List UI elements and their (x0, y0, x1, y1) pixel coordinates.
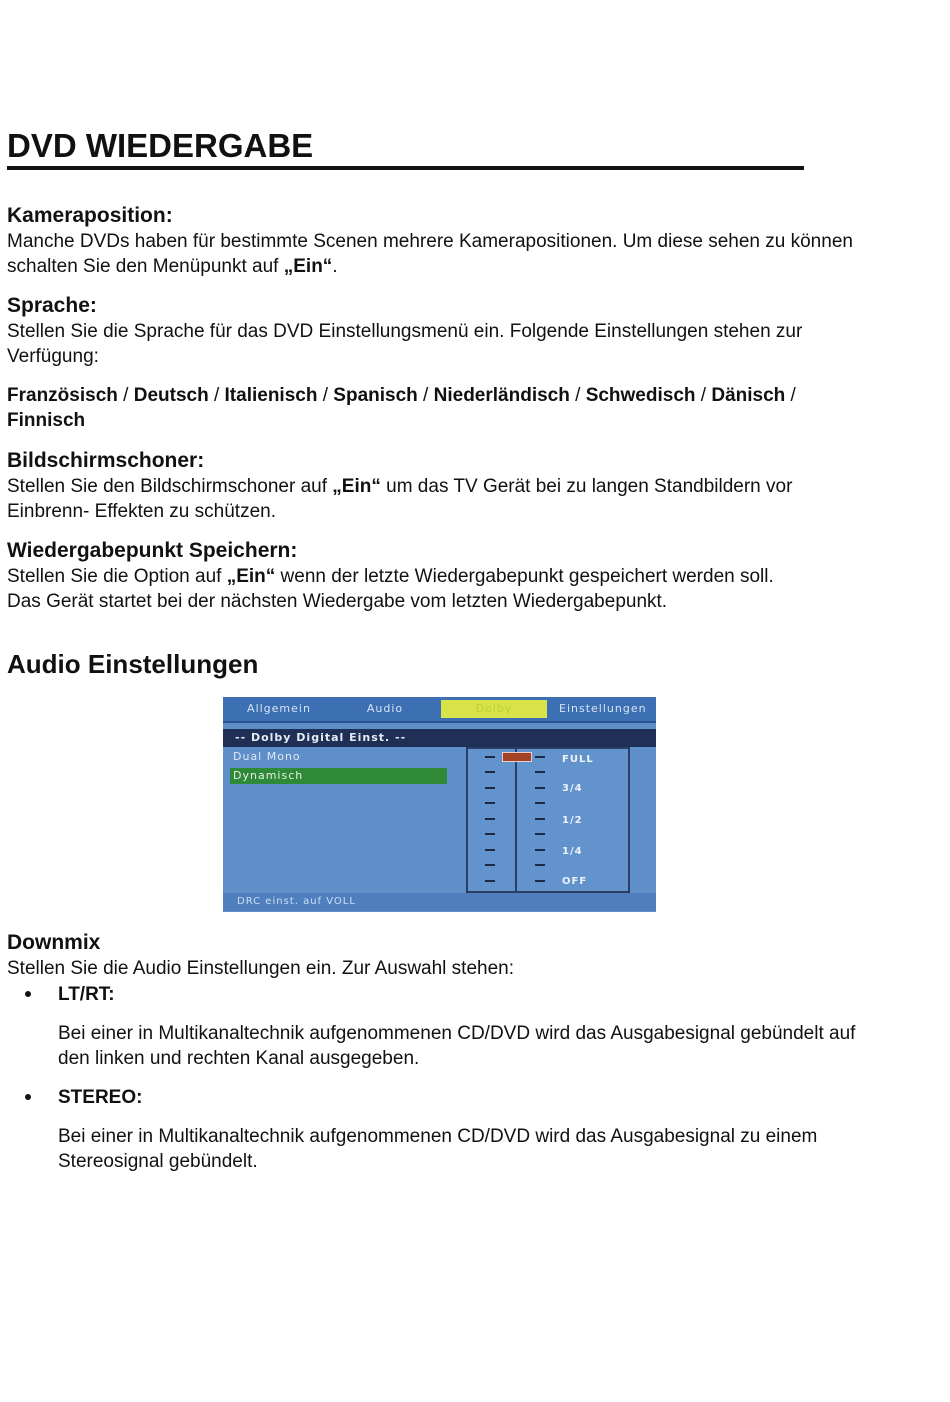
osd-header: -- Dolby Digital Einst. -- (223, 729, 656, 747)
section-text: Stellen Sie die Audio Einstellungen ein. Zur Auswahl stehen: (7, 958, 514, 979)
osd-item-dual-mono: Dual Mono (233, 750, 301, 763)
option-text: Bei einer in Multikanaltechnik aufgenommenen CD/DVD wird das Ausgabesignal zu einem Stereosignal gebündelt. (58, 1126, 818, 1172)
osd-tick-mark (535, 864, 545, 866)
osd-tick-mark (485, 802, 495, 804)
osd-tick-mark (535, 818, 545, 820)
language-name: Finnisch (7, 410, 86, 431)
osd-tick-mark (485, 756, 495, 758)
language-list (7, 383, 857, 433)
section-heading: Sprache: (7, 294, 97, 317)
language-separator: / (317, 385, 334, 406)
osd-level-1-4: 1/4 (562, 846, 583, 857)
osd-tick-mark (485, 787, 495, 789)
osd-tick-mark (535, 833, 545, 835)
language-separator: / (117, 385, 134, 406)
section-heading: Downmix (7, 931, 101, 954)
osd-footer: DRC einst. auf VOLL (223, 893, 656, 911)
osd-panel-divider (515, 749, 517, 891)
osd-tick-mark (485, 771, 495, 773)
language-separator: / (695, 385, 712, 406)
section-sprache (7, 293, 857, 369)
osd-tick-mark (535, 802, 545, 804)
section-text: Stellen Sie die Option auf „Ein“ wenn der letzte Wiedergabepunkt gespeichert werden soll. Das Gerät startet bei der nächsten Wiedergabe vom letzten Wiedergabepunkt. (7, 566, 774, 612)
osd-tick-mark (485, 833, 495, 835)
osd-tick-mark (485, 880, 495, 882)
section-text: Stellen Sie den Bildschirmschoner auf „Ein“ um das TV Gerät bei zu langen Standbildern vor Einbrenn- Effekten zu schützen. (7, 476, 793, 522)
option-label: STEREO: (58, 1087, 143, 1108)
section-heading: Wiedergabepunkt Speichern: (7, 539, 298, 562)
osd-level-off: OFF (562, 876, 588, 887)
osd-tick-mark (535, 771, 545, 773)
language-name: Deutsch (133, 385, 209, 406)
osd-level-panel (466, 747, 630, 893)
language-name: Niederländisch (433, 385, 570, 406)
osd-screenshot (223, 697, 656, 912)
section-wiedergabepunkt (7, 538, 857, 614)
osd-tick-mark (485, 864, 495, 866)
osd-tick-mark (485, 818, 495, 820)
section-heading: Bildschirmschoner: (7, 449, 205, 472)
osd-tab-bar (223, 697, 656, 723)
language-separator: / (569, 385, 586, 406)
bullet-icon (25, 1094, 31, 1100)
page-title: DVD WIEDERGABE (7, 126, 804, 170)
osd-level-full: FULL (562, 754, 594, 765)
osd-tick-mark (485, 849, 495, 851)
audio-heading: Audio Einstellungen (7, 649, 259, 679)
language-separator: / (785, 385, 796, 406)
section-text: Manche DVDs haben für bestimmte Scenen mehrere Kamerapositionen. Um diese sehen zu können schalten Sie den Menüpunkt auf „Ein“. (7, 231, 853, 277)
section-kameraposition (7, 203, 857, 279)
language-name: Schwedisch (585, 385, 696, 406)
osd-level-3-4: 3/4 (562, 783, 583, 794)
section-heading: Kameraposition: (7, 204, 173, 227)
osd-tick-mark (535, 756, 545, 758)
bullet-icon (25, 991, 31, 997)
language-name: Spanisch (333, 385, 418, 406)
osd-tab-dolby: Dolby (441, 700, 547, 718)
osd-slider-knob (502, 752, 532, 762)
osd-tab-audio: Audio (366, 702, 404, 715)
language-name: Dänisch (711, 385, 786, 406)
osd-tick-mark (535, 787, 545, 789)
osd-tab-einstellungen: Einstellungen (559, 702, 647, 715)
section-downmix (7, 930, 857, 981)
osd-tab-allgemein: Allgemein (247, 702, 311, 715)
language-name: Französisch (7, 385, 118, 406)
language-list-text (7, 383, 857, 433)
language-separator: / (208, 385, 225, 406)
osd-tick-mark (535, 880, 545, 882)
option-text: Bei einer in Multikanaltechnik aufgenommenen CD/DVD wird das Ausgabesignal gebündelt auf den linken und rechten Kanal ausgegeben. (58, 1023, 856, 1069)
osd-tick-mark (535, 849, 545, 851)
section-bildschirmschoner (7, 448, 857, 524)
osd-level-1-2: 1/2 (562, 815, 583, 826)
language-separator: / (417, 385, 434, 406)
language-name: Italienisch (224, 385, 318, 406)
section-text: Stellen Sie die Sprache für das DVD Einstellungsmenü ein. Folgende Einstellungen stehen zur Verfügung: (7, 321, 803, 367)
osd-item-dynamisch: Dynamisch (230, 768, 447, 784)
option-label: LT/RT: (58, 984, 115, 1005)
